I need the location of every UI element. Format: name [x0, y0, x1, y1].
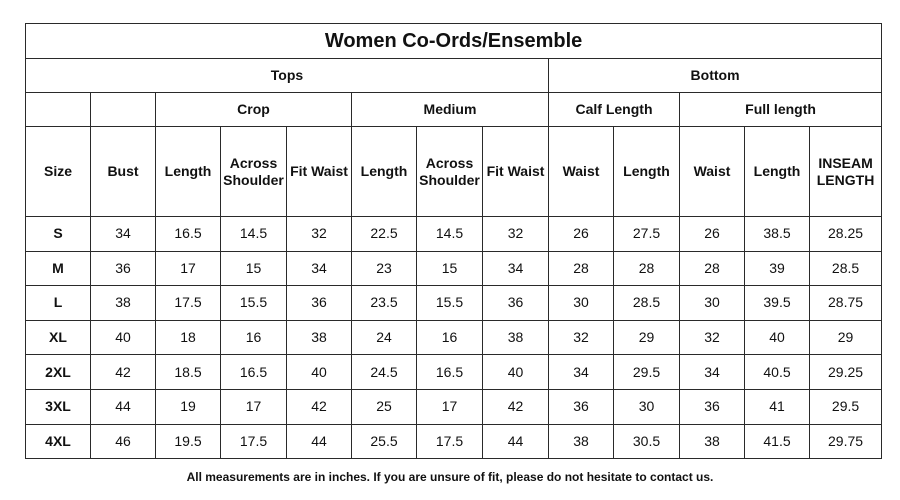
column-header-medium-length: Length [352, 127, 417, 217]
measurement-cell: 30 [549, 286, 614, 321]
footnote: All measurements are in inches. If you are unsure of fit, please do not hesitate to contact us. [186, 470, 714, 484]
size-chart-table [25, 23, 882, 459]
empty-subheader-cell [26, 93, 91, 127]
measurement-cell: 29 [614, 320, 680, 355]
measurement-cell: 29.5 [810, 389, 882, 424]
measurement-cell: 36 [483, 286, 549, 321]
measurement-cell: 16.5 [221, 355, 287, 390]
measurement-cell: 34 [91, 217, 156, 252]
measurement-cell: 39.5 [745, 286, 810, 321]
measurement-cell: 46 [91, 424, 156, 459]
size-cell: M [26, 251, 91, 286]
measurement-cell: 23.5 [352, 286, 417, 321]
measurement-cell: 40 [745, 320, 810, 355]
measurement-cell: 14.5 [417, 217, 483, 252]
measurement-cell: 42 [483, 389, 549, 424]
measurement-cell: 19.5 [156, 424, 221, 459]
measurement-cell: 28.75 [810, 286, 882, 321]
measurement-cell: 15.5 [417, 286, 483, 321]
measurement-cell: 38 [483, 320, 549, 355]
measurement-cell: 28.5 [810, 251, 882, 286]
measurement-cell: 26 [549, 217, 614, 252]
column-header-bust: Bust [91, 127, 156, 217]
measurement-cell: 18 [156, 320, 221, 355]
measurement-cell: 44 [483, 424, 549, 459]
size-cell: L [26, 286, 91, 321]
measurement-cell: 32 [680, 320, 745, 355]
size-cell: 4XL [26, 424, 91, 459]
measurement-cell: 28.25 [810, 217, 882, 252]
measurement-cell: 18.5 [156, 355, 221, 390]
measurement-cell: 14.5 [221, 217, 287, 252]
measurement-cell: 16 [417, 320, 483, 355]
group-header-bottom: Bottom [549, 59, 882, 93]
measurement-cell: 26 [680, 217, 745, 252]
measurement-cell: 28 [680, 251, 745, 286]
measurement-cell: 24 [352, 320, 417, 355]
measurement-cell: 40.5 [745, 355, 810, 390]
table-row [26, 355, 882, 390]
measurement-cell: 29.25 [810, 355, 882, 390]
measurement-cell: 16.5 [156, 217, 221, 252]
measurement-cell: 16.5 [417, 355, 483, 390]
measurement-cell: 32 [287, 217, 352, 252]
measurement-cell: 15 [221, 251, 287, 286]
measurement-cell: 16 [221, 320, 287, 355]
table-row [26, 286, 882, 321]
measurement-cell: 36 [287, 286, 352, 321]
measurement-cell: 19 [156, 389, 221, 424]
measurement-cell: 34 [483, 251, 549, 286]
column-header-full-waist: Waist [680, 127, 745, 217]
measurement-cell: 41 [745, 389, 810, 424]
measurement-cell: 30 [614, 389, 680, 424]
measurement-cell: 44 [91, 389, 156, 424]
measurement-cell: 40 [483, 355, 549, 390]
table-row [26, 320, 882, 355]
measurement-cell: 15.5 [221, 286, 287, 321]
size-cell: 2XL [26, 355, 91, 390]
column-header-crop-across-shoulder: Across Shoulder [221, 127, 287, 217]
measurement-cell: 32 [483, 217, 549, 252]
measurement-cell: 38.5 [745, 217, 810, 252]
measurement-cell: 38 [549, 424, 614, 459]
column-header-inseam-length: INSEAM LENGTH [810, 127, 882, 217]
measurement-cell: 22.5 [352, 217, 417, 252]
measurement-cell: 30 [680, 286, 745, 321]
measurement-cell: 29 [810, 320, 882, 355]
measurement-cell: 28 [614, 251, 680, 286]
column-header-calf-waist: Waist [549, 127, 614, 217]
measurement-cell: 17 [156, 251, 221, 286]
measurement-cell: 17.5 [417, 424, 483, 459]
measurement-cell: 17 [221, 389, 287, 424]
column-header-medium-across-shoulder: Across Shoulder [417, 127, 483, 217]
measurement-cell: 23 [352, 251, 417, 286]
measurement-cell: 36 [91, 251, 156, 286]
measurement-cell: 38 [287, 320, 352, 355]
subgroup-header-medium: Medium [352, 93, 549, 127]
measurement-cell: 28.5 [614, 286, 680, 321]
size-cell: S [26, 217, 91, 252]
measurement-cell: 15 [417, 251, 483, 286]
table-row [26, 389, 882, 424]
group-header-tops: Tops [26, 59, 549, 93]
column-header-medium-fit-waist: Fit Waist [483, 127, 549, 217]
measurement-cell: 27.5 [614, 217, 680, 252]
size-cell: XL [26, 320, 91, 355]
size-cell: 3XL [26, 389, 91, 424]
measurement-cell: 30.5 [614, 424, 680, 459]
measurement-cell: 41.5 [745, 424, 810, 459]
measurement-cell: 24.5 [352, 355, 417, 390]
measurement-cell: 17 [417, 389, 483, 424]
table-row [26, 424, 882, 459]
size-chart [25, 23, 881, 459]
measurement-cell: 40 [287, 355, 352, 390]
measurement-cell: 17.5 [156, 286, 221, 321]
measurement-cell: 44 [287, 424, 352, 459]
measurement-cell: 32 [549, 320, 614, 355]
measurement-cell: 42 [287, 389, 352, 424]
measurement-cell: 29.5 [614, 355, 680, 390]
column-header-crop-fit-waist: Fit Waist [287, 127, 352, 217]
subgroup-header-crop: Crop [156, 93, 352, 127]
measurement-cell: 38 [91, 286, 156, 321]
measurement-cell: 34 [287, 251, 352, 286]
column-header-size: Size [26, 127, 91, 217]
measurement-cell: 34 [680, 355, 745, 390]
subgroup-header-full-length: Full length [680, 93, 882, 127]
table-row [26, 217, 882, 252]
measurement-cell: 34 [549, 355, 614, 390]
empty-subheader-cell [91, 93, 156, 127]
measurement-cell: 25.5 [352, 424, 417, 459]
table-row [26, 251, 882, 286]
subgroup-header-calf-length: Calf Length [549, 93, 680, 127]
column-header-full-length: Length [745, 127, 810, 217]
measurement-cell: 25 [352, 389, 417, 424]
measurement-cell: 28 [549, 251, 614, 286]
measurement-cell: 40 [91, 320, 156, 355]
measurement-cell: 42 [91, 355, 156, 390]
column-header-crop-length: Length [156, 127, 221, 217]
measurement-cell: 36 [549, 389, 614, 424]
table-title: Women Co-Ords/Ensemble [26, 24, 882, 59]
measurement-cell: 17.5 [221, 424, 287, 459]
measurement-cell: 29.75 [810, 424, 882, 459]
measurement-cell: 39 [745, 251, 810, 286]
measurement-cell: 36 [680, 389, 745, 424]
column-header-calf-length: Length [614, 127, 680, 217]
measurement-cell: 38 [680, 424, 745, 459]
